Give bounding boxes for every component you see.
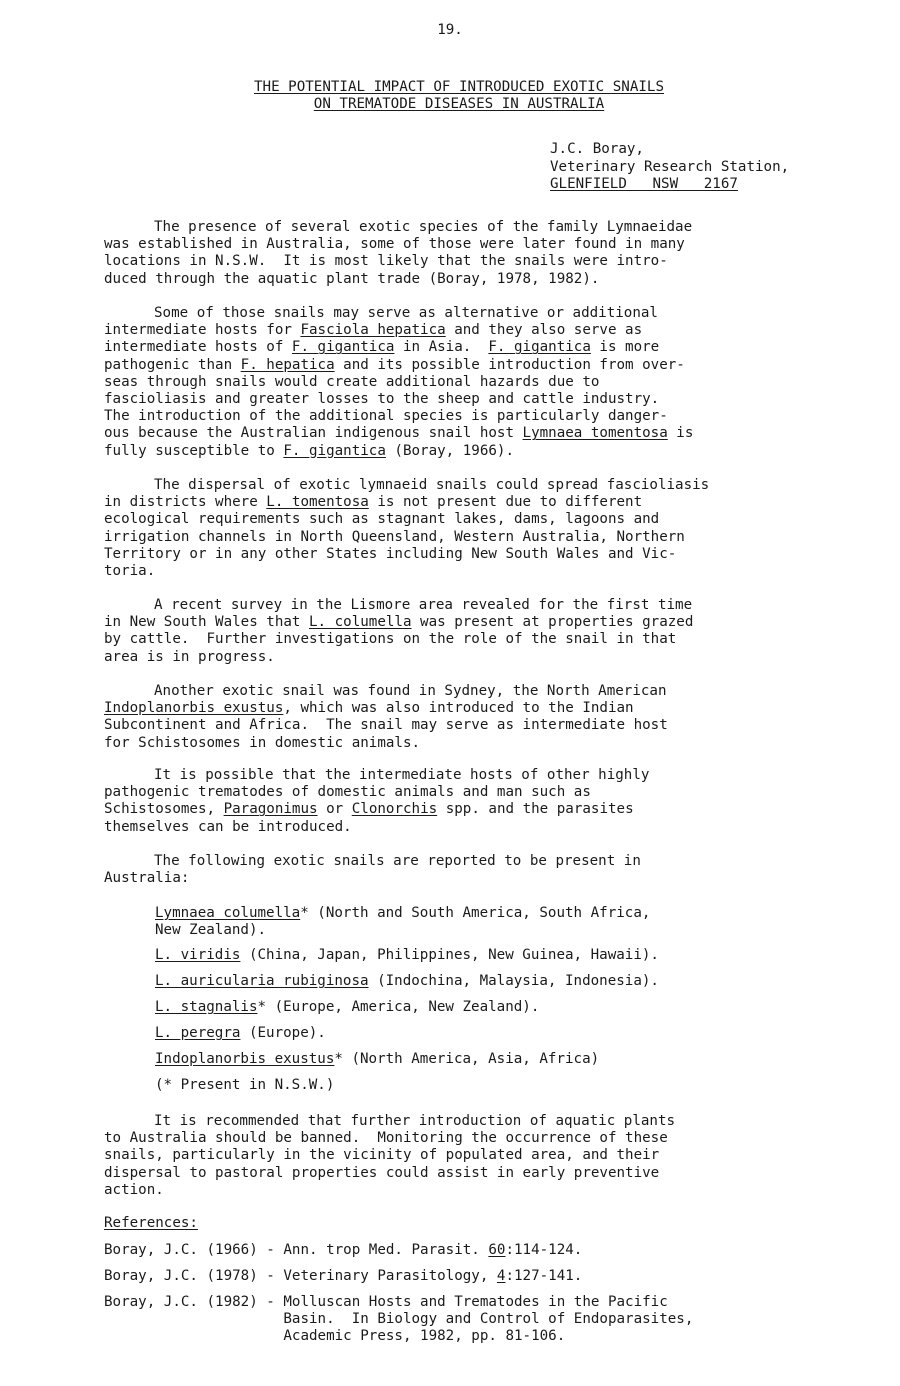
species-name: L. columella xyxy=(309,614,412,631)
paragraph-2: Some of those snails may serve as alternative or additional intermediate hosts for Fasciola hepatica and they also serve as intermediate hosts of F. gigantica in Asia. F. gigantica is more pathogenic than F. hepatica and its possible introduction from over- seas through snails would create additional hazards due to fascioliasis and greater losses to the sheep and cattle industry. The introduction of the additional species is particularly danger- ous because the Australian indigenous snail host Lymnaea tomentosa is fully susceptible to F. gigantica (Boray, 1966). xyxy=(104,305,694,459)
snail-list-item: L. peregra (Europe). xyxy=(155,1025,326,1041)
paragraph-3: The dispersal of exotic lymnaeid snails could spread fascioliasis in districts where L. tomentosa is not present due to different ecological requirements such as stagnant lakes, dams, lagoons and irrigation channels in North Queensland, Western Australia, Northern Territory or in any other States including New South Wales and Vic- toria. xyxy=(104,477,710,580)
references-heading: References: xyxy=(104,1215,198,1231)
snail-list-item: Indoplanorbis exustus* (North America, Asia, Africa) xyxy=(155,1051,600,1067)
paragraph-6: It is possible that the intermediate hosts of other highly pathogenic trematodes of domestic animals and man such as Schistosomes, Paragonimus or Clonorchis spp. and the parasites themselves can be introduced. xyxy=(104,767,650,835)
paragraph-1: The presence of several exotic species of the family Lymnaeidae was established in Australia, some of those were later found in many locations in N.S.W. It is most likely that the snails were intro- duced through the aquatic plant trade (Boray, 1978, 1982). xyxy=(104,219,693,287)
species-name: F. hepatica xyxy=(240,356,335,373)
genus-name: Paragonimus xyxy=(223,801,318,818)
page-number: 19. xyxy=(437,22,463,38)
reference-item: Boray, J.C. (1978) - Veterinary Parasitology, 4:127-141. xyxy=(104,1268,583,1284)
author-block xyxy=(550,141,789,194)
species-name: Indoplanorbis exustus xyxy=(104,700,284,717)
species-name: L. tomentosa xyxy=(266,494,369,511)
species-name: F. gigantica xyxy=(283,442,386,459)
genus-name: Clonorchis xyxy=(351,801,438,818)
author-institution: Veterinary Research Station, xyxy=(550,158,790,175)
paragraph-4: A recent survey in the Lismore area revealed for the first time in New South Wales that L. columella was present at properties grazed by cattle. Further investigations on the role of the snail in that area is in progress. xyxy=(104,597,694,665)
reference-item: Boray, J.C. (1966) - Ann. trop Med. Parasit. 60:114-124. xyxy=(104,1242,583,1258)
reference-item: Boray, J.C. (1982) - Molluscan Hosts and Trematodes in the Pacific Basin. In Biology and Control of Endoparasites, Academic Press, 1982, pp. 81-106. xyxy=(104,1294,694,1345)
title-line-1: THE POTENTIAL IMPACT OF INTRODUCED EXOTIC SNAILS xyxy=(254,79,664,95)
species-name: F. gigantica xyxy=(488,339,591,356)
snail-list-item: L. viridis (China, Japan, Philippines, New Guinea, Hawaii). xyxy=(155,947,659,963)
species-name: F. gigantica xyxy=(291,339,395,356)
snail-list-item: Lymnaea columella* (North and South America, South Africa, New Zealand). xyxy=(155,905,651,939)
species-name: Fasciola hepatica xyxy=(300,322,446,339)
document-title xyxy=(0,79,900,113)
paragraph-8: It is recommended that further introduction of aquatic plants to Australia should be banned. Monitoring the occurrence of these snails, particularly in the vicinity of populated area, and their dispersal to pastoral properties could assist in early preventive action. xyxy=(104,1113,676,1198)
snail-list-item: L. auricularia rubiginosa (Indochina, Malaysia, Indonesia). xyxy=(155,973,659,989)
species-name: Lymnaea tomentosa xyxy=(522,425,668,442)
paragraph-5: Another exotic snail was found in Sydney, the North American Indoplanorbis exustus, which was also introduced to the Indian Subcontinent and Africa. The snail may serve as intermediate host for Schistosomes in domestic animals. xyxy=(104,683,668,751)
title-line-2: ON TREMATODE DISEASES IN AUSTRALIA xyxy=(313,96,605,112)
author-location: GLENFIELD NSW 2167 xyxy=(550,176,738,192)
paragraph-7: The following exotic snails are reported to be present in Australia: xyxy=(104,853,641,887)
snail-list-item: L. stagnalis* (Europe, America, New Zealand). xyxy=(155,999,540,1015)
author-name: J.C. Boray, xyxy=(550,141,644,157)
snail-list-note: (* Present in N.S.W.) xyxy=(155,1077,335,1093)
